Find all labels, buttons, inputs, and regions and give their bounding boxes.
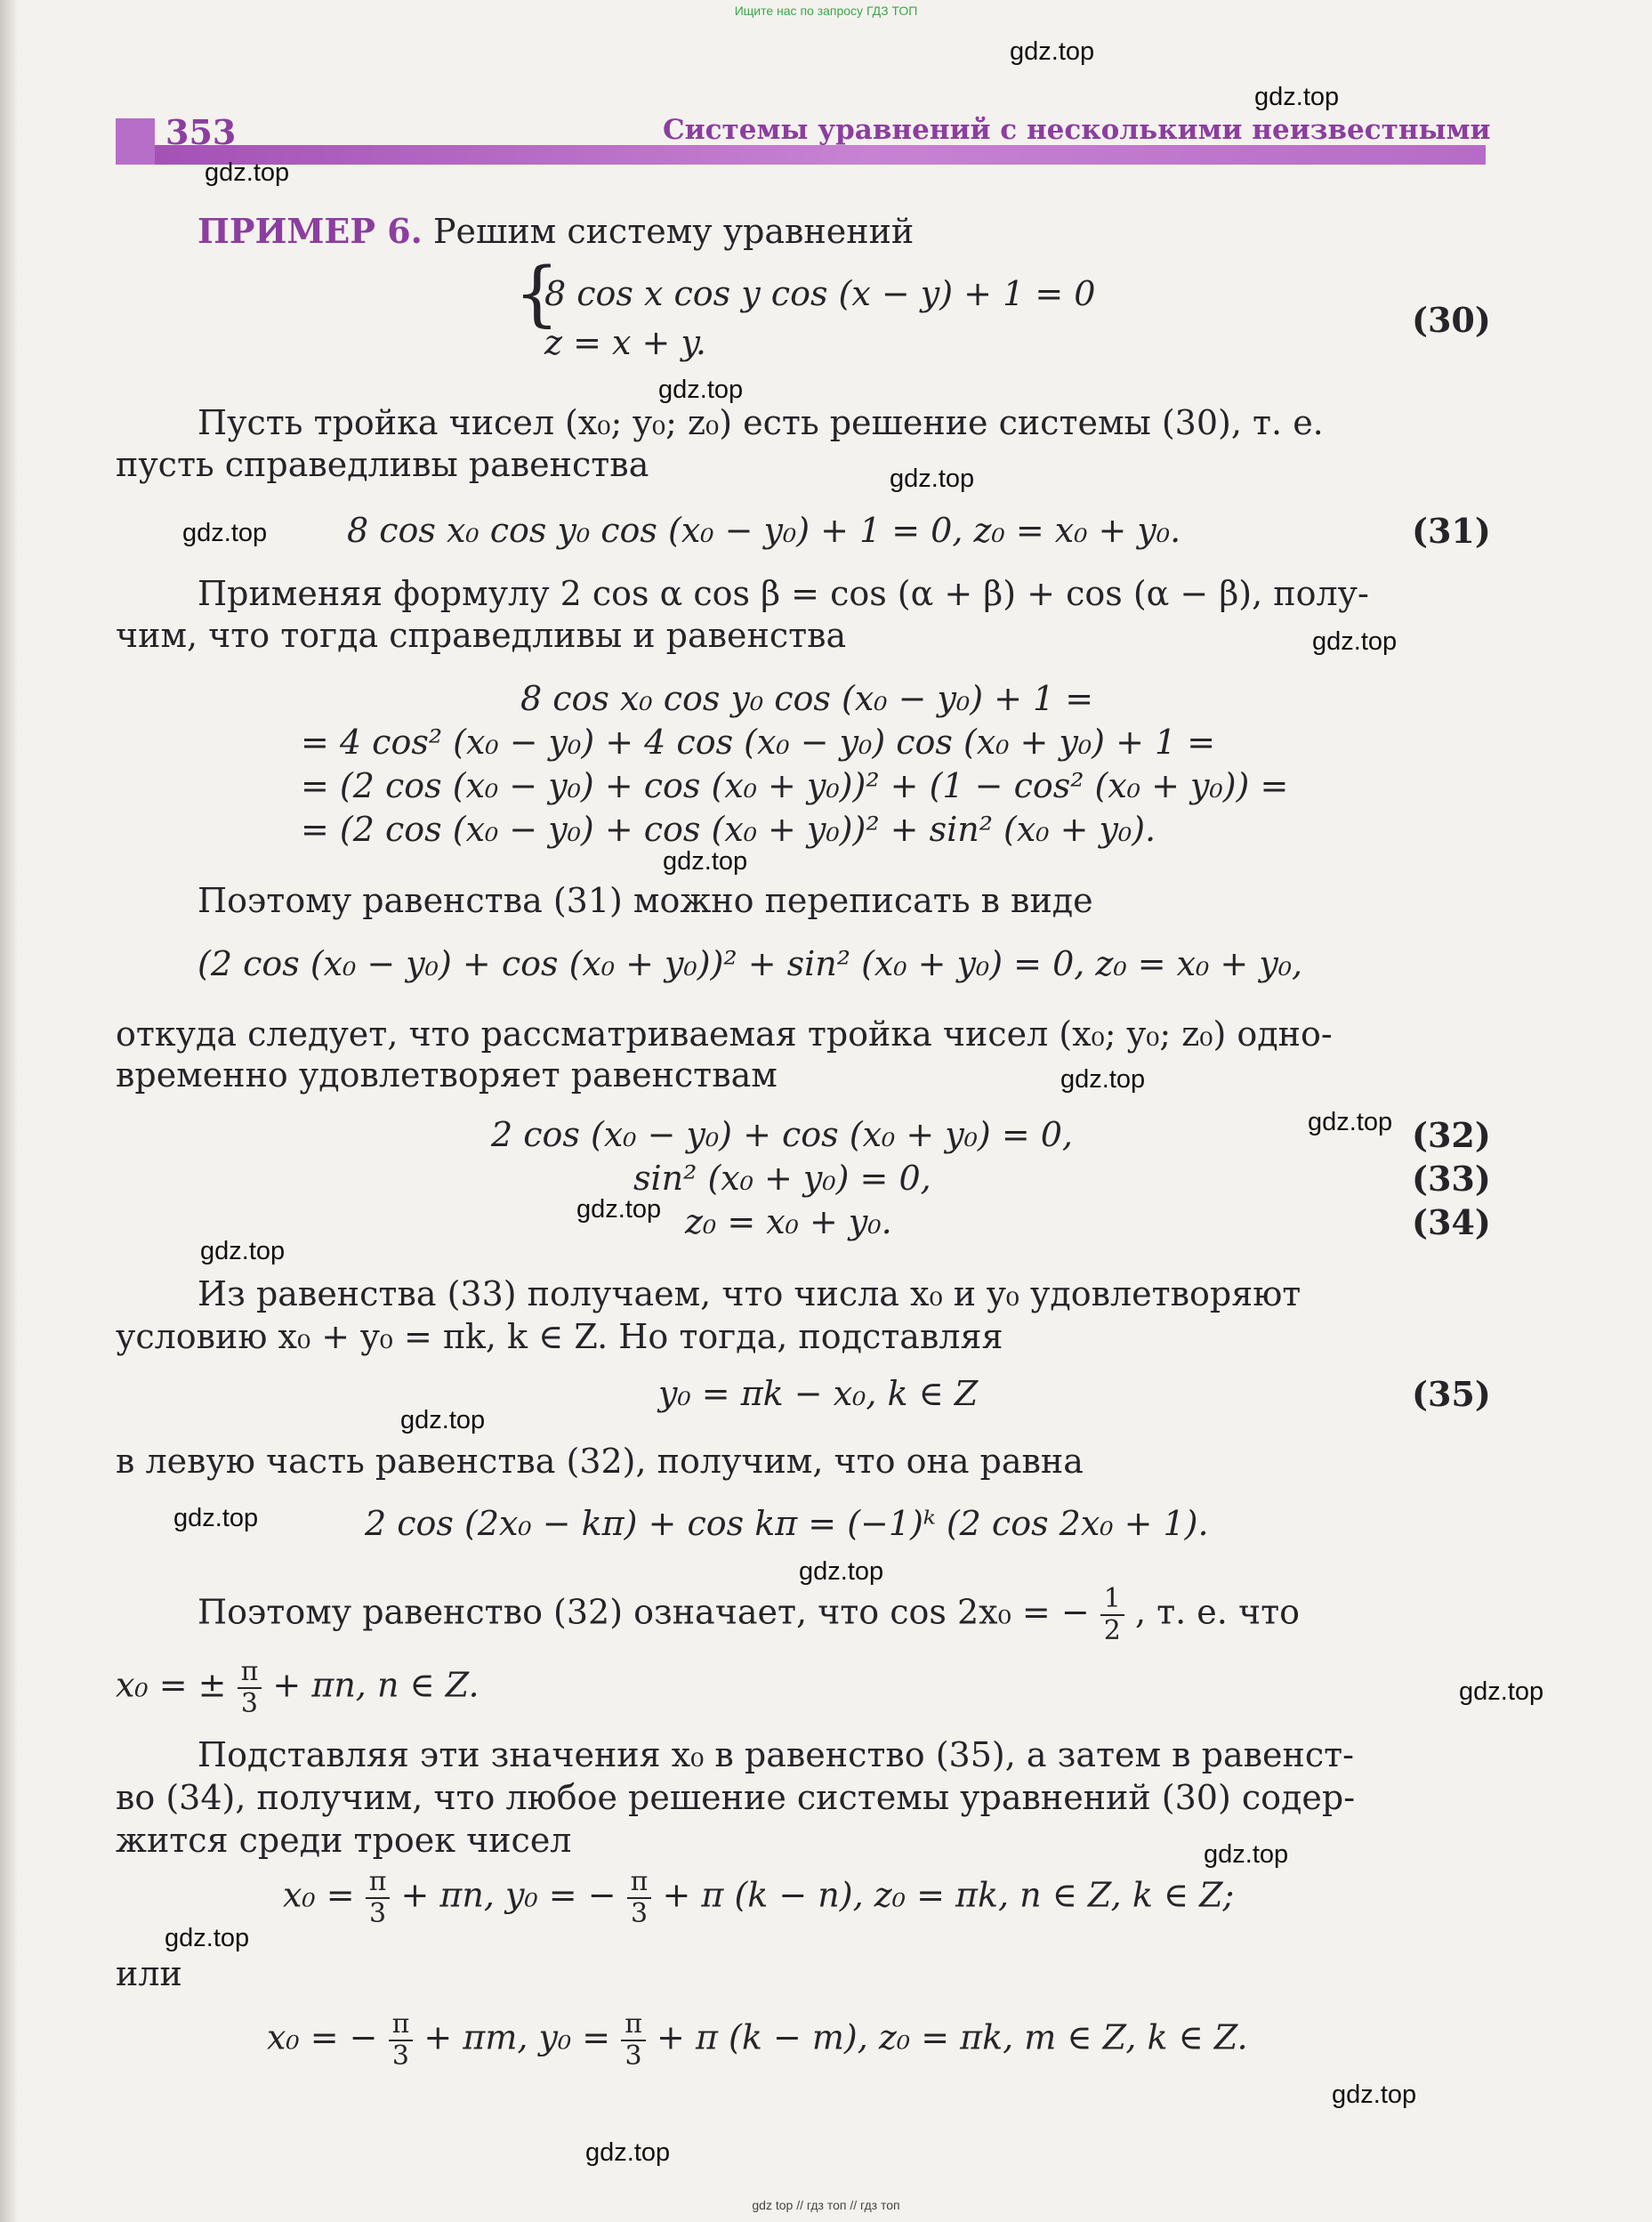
fraction-numerator: π bbox=[621, 2009, 646, 2041]
paragraph-7-line-2 bbox=[116, 1657, 479, 1719]
solution-2 bbox=[267, 2009, 1248, 2072]
fraction-pi-third bbox=[389, 2009, 414, 2072]
watermark: gdz.top bbox=[1204, 1840, 1289, 1869]
paragraph-2-line-1: Применяя формулу 2 cos α cos β = cos (α + β) + cos (α − β), полу- bbox=[197, 574, 1369, 613]
watermark: gdz.top bbox=[890, 465, 975, 493]
page-edge-shadow bbox=[0, 0, 18, 2222]
watermark: gdz.top bbox=[1254, 83, 1340, 111]
fraction-numerator: π bbox=[366, 1867, 391, 1899]
watermark: gdz.top bbox=[1459, 1677, 1544, 1706]
equation-number-30: (30) bbox=[1412, 300, 1491, 340]
solution-1-part-c: + π (k − n), z₀ = πk, n ∈ Z, k ∈ Z; bbox=[662, 1875, 1235, 1915]
bottom-footer: gdz top // гдз топ // гдз топ bbox=[752, 2198, 900, 2212]
derivation-line-2: = 4 cos² (x₀ − y₀) + 4 cos (x₀ − y₀) cos (x₀ + y₀) + 1 = bbox=[301, 723, 1216, 762]
equation-number-31: (31) bbox=[1412, 511, 1491, 551]
x0-tail-text: + πn, n ∈ Z. bbox=[272, 1665, 479, 1705]
paragraph-4-line-2: временно удовлетворяет равенствам bbox=[116, 1055, 778, 1095]
watermark: gdz.top bbox=[1312, 627, 1398, 656]
watermark: gdz.top bbox=[173, 1504, 259, 1532]
equation-left-part: 2 cos (2x₀ − kπ) + cos kπ = (−1)ᵏ (2 cos 2x₀ + 1). bbox=[365, 1504, 1209, 1543]
fraction-numerator: π bbox=[238, 1657, 262, 1689]
system-brace: { bbox=[514, 252, 560, 335]
equation-32: 2 cos (x₀ − y₀) + cos (x₀ + y₀) = 0, bbox=[491, 1115, 1074, 1154]
equation-number-32: (32) bbox=[1412, 1115, 1491, 1155]
solution-1-part-b: + πn, y₀ = − bbox=[400, 1875, 616, 1915]
fraction-pi-third bbox=[627, 1867, 652, 1929]
paragraph-8-line-3: жится среди троек чисел bbox=[116, 1821, 572, 1860]
equation-34: z₀ = x₀ + y₀. bbox=[685, 1202, 892, 1241]
chapter-title: Системы уравнений с несколькими неизвестными bbox=[663, 114, 1491, 146]
fraction-denominator: 3 bbox=[391, 2040, 410, 2072]
watermark: gdz.top bbox=[1060, 1065, 1146, 1094]
paragraph-3-line-1: Поэтому равенства (31) можно переписать в виде bbox=[197, 881, 1093, 920]
paragraph-1-line-2: пусть справедливы равенства bbox=[116, 445, 649, 484]
fraction-pi-third bbox=[621, 2009, 646, 2072]
solution-1-part-a: x₀ = bbox=[283, 1875, 355, 1915]
derivation-line-1: 8 cos x₀ cos y₀ cos (x₀ − y₀) + 1 = bbox=[520, 679, 1094, 718]
equation-35: y₀ = πk − x₀, k ∈ Z bbox=[658, 1374, 979, 1413]
equation-number-35: (35) bbox=[1412, 1374, 1491, 1414]
equation-number-34: (34) bbox=[1412, 1202, 1491, 1242]
fraction-denominator: 3 bbox=[625, 2040, 642, 2072]
fraction-numerator: π bbox=[627, 1867, 652, 1899]
watermark: gdz.top bbox=[576, 1195, 662, 1224]
system-line-1: 8 cos x cos y cos (x − y) + 1 = 0 bbox=[544, 274, 1096, 313]
paragraph-8-line-1: Подставляя эти значения x₀ в равенство (35), а затем в равенст- bbox=[197, 1735, 1354, 1774]
watermark: gdz.top bbox=[1010, 37, 1095, 66]
paragraph-7-text-b: , т. е. что bbox=[1134, 1592, 1300, 1632]
derivation-line-3: = (2 cos (x₀ − y₀) + cos (x₀ + y₀))² + (1 − cos² (x₀ + y₀)) = bbox=[301, 766, 1289, 805]
watermark: gdz.top bbox=[663, 847, 748, 876]
example-label: ПРИМЕР 6. bbox=[197, 211, 423, 251]
solution-2-part-a: x₀ = − bbox=[267, 2017, 378, 2057]
equation-rewrite: (2 cos (x₀ − y₀) + cos (x₀ + y₀))² + sin² (x₀ + y₀) = 0, z₀ = x₀ + y₀, bbox=[197, 944, 1303, 983]
fraction-denominator: 2 bbox=[1103, 1615, 1121, 1646]
watermark: gdz.top bbox=[1308, 1108, 1393, 1136]
example-heading bbox=[197, 211, 914, 251]
solution-2-part-b: + πm, y₀ = bbox=[423, 2017, 611, 2057]
fraction-denominator: 3 bbox=[369, 1898, 387, 1929]
paragraph-8-line-2: во (34), получим, что любое решение системы уравнений (30) содер- bbox=[116, 1778, 1356, 1817]
watermark: gdz.top bbox=[1332, 2081, 1417, 2109]
solution-2-part-c: + π (k − m), z₀ = πk, m ∈ Z, k ∈ Z. bbox=[657, 2017, 1248, 2057]
example-intro: Решим систему уравнений bbox=[432, 212, 915, 251]
page-number: 353 bbox=[165, 112, 237, 152]
paragraph-5-line-2: условию x₀ + y₀ = πk, k ∈ Z. Но тогда, подставляя bbox=[116, 1317, 1003, 1356]
fraction-denominator: 3 bbox=[240, 1688, 259, 1719]
watermark: gdz.top bbox=[165, 1924, 250, 1952]
derivation-line-4: = (2 cos (x₀ − y₀) + cos (x₀ + y₀))² + sin² (x₀ + y₀). bbox=[301, 810, 1156, 849]
paragraph-5-line-1: Из равенства (33) получаем, что числа x₀ и y₀ удовлетворяют bbox=[197, 1274, 1301, 1313]
fraction-denominator: 3 bbox=[630, 1898, 649, 1929]
watermark: gdz.top bbox=[200, 1237, 286, 1265]
equation-33: sin² (x₀ + y₀) = 0, bbox=[633, 1159, 931, 1198]
watermark: gdz.top bbox=[799, 1557, 884, 1586]
paragraph-7-text-a: Поэтому равенство (32) означает, что cos 2x₀ = − bbox=[197, 1592, 1090, 1632]
or-word: или bbox=[116, 1954, 182, 1993]
paragraph-1-line-1: Пусть тройка чисел (x₀; y₀; z₀) есть решение системы (30), т. е. bbox=[197, 403, 1324, 442]
fraction-numerator: 1 bbox=[1100, 1584, 1124, 1616]
paragraph-7-line-1 bbox=[197, 1584, 1300, 1646]
header-bar bbox=[116, 145, 1486, 165]
solution-1 bbox=[283, 1867, 1234, 1929]
top-search-note: Ищите нас по запросу ГДЗ ТОП bbox=[734, 4, 918, 18]
fraction-pi-third bbox=[238, 1657, 262, 1719]
watermark: gdz.top bbox=[182, 519, 268, 547]
header-square bbox=[116, 118, 155, 165]
watermark: gdz.top bbox=[205, 158, 290, 187]
watermark: gdz.top bbox=[400, 1406, 486, 1434]
system-line-2: z = x + y. bbox=[544, 323, 706, 362]
watermark: gdz.top bbox=[585, 2138, 671, 2167]
equation-31: 8 cos x₀ cos y₀ cos (x₀ − y₀) + 1 = 0, z₀ = x₀ + y₀. bbox=[347, 511, 1181, 550]
equation-number-33: (33) bbox=[1412, 1159, 1491, 1199]
fraction-pi-third bbox=[366, 1867, 391, 1929]
paragraph-4-line-1: откуда следует, что рассматриваемая тройка чисел (x₀; y₀; z₀) одно- bbox=[116, 1014, 1333, 1054]
paragraph-2-line-2: чим, что тогда справедливы и равенства bbox=[116, 616, 847, 655]
fraction-one-half bbox=[1100, 1584, 1124, 1646]
watermark: gdz.top bbox=[658, 376, 744, 404]
x0-pm-text: x₀ = ± bbox=[116, 1665, 227, 1705]
paragraph-6-line-1: в левую часть равенства (32), получим, что она равна bbox=[116, 1442, 1084, 1481]
fraction-numerator: π bbox=[389, 2009, 414, 2041]
